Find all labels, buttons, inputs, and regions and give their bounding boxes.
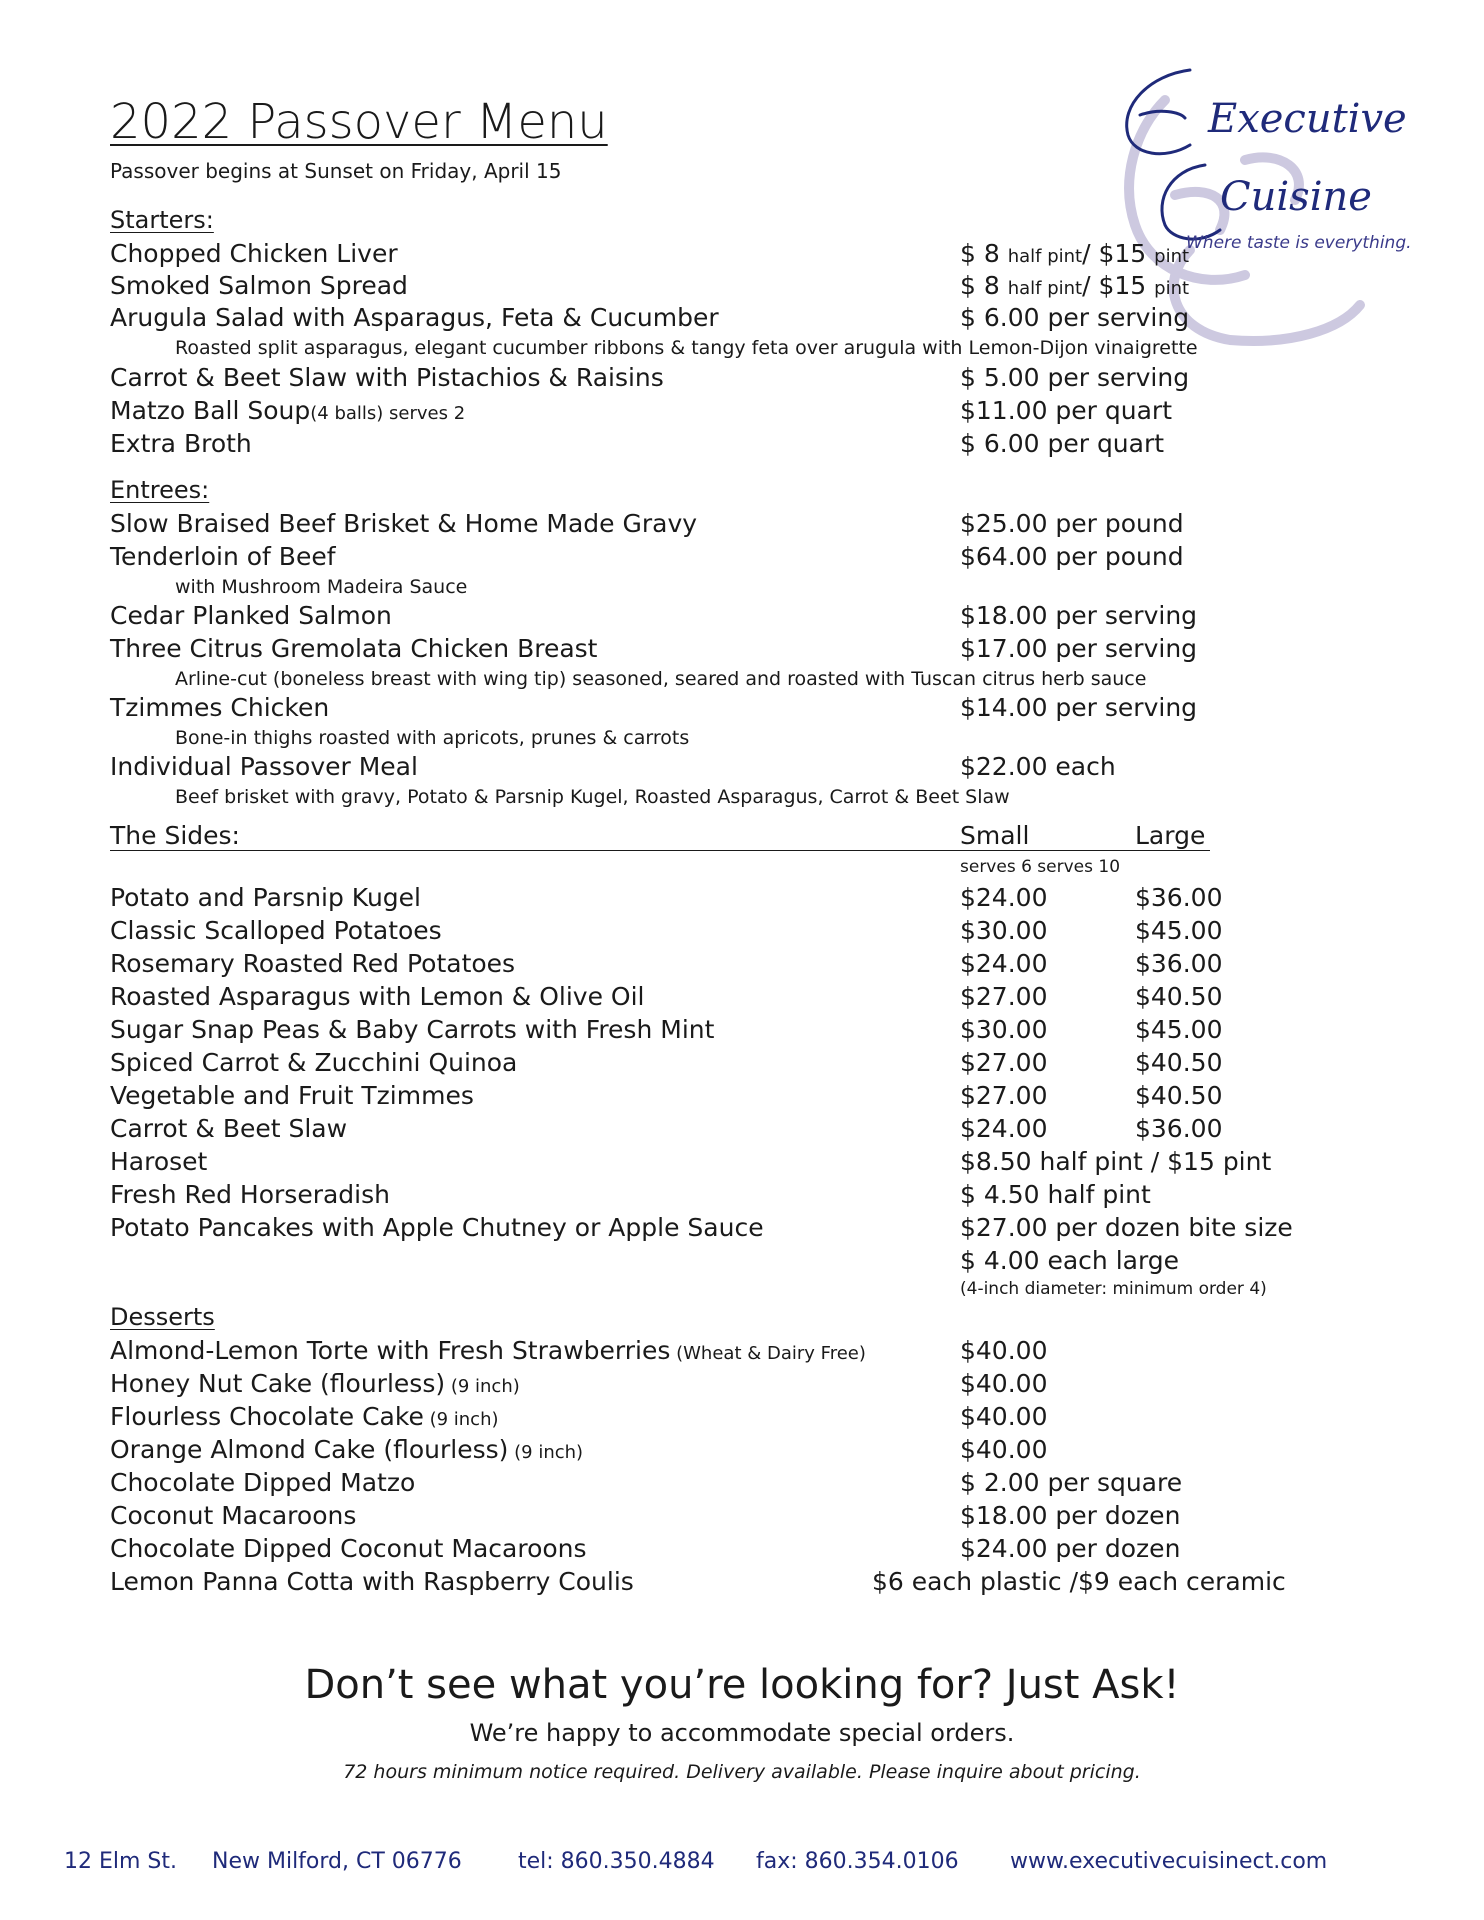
menu-item: [110, 882, 1360, 914]
logo-line2: Cuisine: [1220, 174, 1372, 220]
item-price: $ 8 half pint/ $15 pint: [960, 239, 1190, 268]
item-price-large: $40.50: [1135, 1048, 1223, 1077]
col-large-label: Large: [1135, 821, 1206, 850]
item-price-small: $24.00: [960, 949, 1048, 978]
item-name: Spiced Carrot & Zucchini Quinoa: [110, 1048, 518, 1077]
menu-item: [110, 1014, 1360, 1046]
item-name: Arugula Salad with Asparagus, Feta & Cucumber: [110, 303, 719, 332]
item-name: Tenderloin of Beef: [110, 542, 336, 571]
item-price-small: $30.00: [960, 916, 1048, 945]
item-name: Carrot & Beet Slaw with Pistachios & Raisins: [110, 363, 664, 392]
notice-text: 72 hours minimum notice required. Delivery available. Please inquire about pricing.: [343, 1761, 1141, 1783]
menu-item: [110, 1047, 1360, 1079]
sides-header: [110, 820, 1360, 852]
sides-divider: [110, 850, 1210, 851]
item-price: $ 5.00 per serving: [960, 363, 1190, 392]
item-price-large: $45.00: [1135, 1015, 1223, 1044]
serves-note: serves 6 serves 10: [960, 857, 1121, 877]
menu-item: [110, 428, 1360, 460]
menu-item: [110, 270, 1360, 302]
item-price: $6 each plastic /$9 each ceramic: [872, 1567, 1286, 1596]
item-price: $27.00 per dozen bite size: [960, 1213, 1293, 1242]
item-description: Bone-in thighs roasted with apricots, prunes & carrots: [175, 727, 690, 749]
menu-item-extra: [110, 1245, 1360, 1277]
item-price-large: $40.50: [1135, 1081, 1223, 1110]
item-price: $18.00 per dozen: [960, 1501, 1181, 1530]
menu-item: [110, 1335, 1360, 1367]
item-price: $ 2.00 per square: [960, 1468, 1183, 1497]
item-price: $ 4.00 each large: [960, 1246, 1180, 1275]
item-name: Rosemary Roasted Red Potatoes: [110, 949, 516, 978]
item-name: Smoked Salmon Spread: [110, 271, 408, 300]
just-ask-heading: Don’t see what you’re looking for? Just Ask!: [304, 1662, 1180, 1708]
item-price: $ 6.00 per quart: [960, 429, 1165, 458]
logo-line1: Executive: [1208, 96, 1407, 142]
entrees-heading: Entrees:: [110, 476, 210, 504]
item-price: $40.00: [960, 1435, 1048, 1464]
menu-item: [110, 238, 1360, 270]
menu-item: [110, 1401, 1360, 1433]
item-name: Flourless Chocolate Cake (9 inch): [110, 1402, 499, 1431]
item-name: Extra Broth: [110, 429, 252, 458]
footer-fax: fax: 860.354.0106: [756, 1849, 959, 1874]
page-subtitle: Passover begins at Sunset on Friday, April 15: [110, 159, 562, 183]
menu-item: [110, 600, 1360, 632]
item-name: Chopped Chicken Liver: [110, 239, 398, 268]
item-name: Vegetable and Fruit Tzimmes: [110, 1081, 474, 1110]
menu-item: [110, 915, 1360, 947]
menu-item: [110, 1080, 1360, 1112]
item-note: (4-inch diameter: minimum order 4): [960, 1279, 1267, 1299]
starters-heading: Starters:: [110, 206, 214, 234]
item-price: $14.00 per serving: [960, 693, 1198, 722]
menu-item: [110, 1146, 1360, 1178]
menu-item: [110, 362, 1360, 394]
logo-script: [1127, 70, 1220, 239]
menu-item: [110, 395, 1360, 427]
special-orders-text: We’re happy to accommodate special orders.: [469, 1719, 1015, 1747]
col-small-label: Small: [960, 821, 1030, 850]
item-price: $18.00 per serving: [960, 601, 1198, 630]
item-description: Arline-cut (boneless breast with wing tip) seasoned, seared and roasted with Tuscan citrus herb sauce: [175, 668, 1147, 690]
item-price-small: $24.00: [960, 1114, 1048, 1143]
item-price-small: $24.00: [960, 883, 1048, 912]
item-name: Carrot & Beet Slaw: [110, 1114, 348, 1143]
menu-item: [110, 1113, 1360, 1145]
item-name: Chocolate Dipped Matzo: [110, 1468, 416, 1497]
item-price: $11.00 per quart: [960, 396, 1173, 425]
menu-item: [110, 948, 1360, 980]
item-name: Orange Almond Cake (flourless) (9 inch): [110, 1435, 584, 1464]
item-price-large: $36.00: [1135, 1114, 1223, 1143]
item-price-large: $36.00: [1135, 883, 1223, 912]
item-description: Beef brisket with gravy, Potato & Parsnip Kugel, Roasted Asparagus, Carrot & Beet Slaw: [175, 786, 1010, 808]
menu-item: [110, 633, 1360, 665]
menu-item: [110, 981, 1360, 1013]
logo-tagline: Where taste is everything.: [1186, 233, 1412, 253]
item-name: Matzo Ball Soup(4 balls) serves 2: [110, 396, 466, 425]
item-name: Coconut Macaroons: [110, 1501, 357, 1530]
menu-item: [110, 1212, 1360, 1244]
sides-heading: The Sides:: [110, 821, 240, 850]
item-name: Tzimmes Chicken: [110, 693, 330, 722]
footer-tel: tel: 860.350.4884: [518, 1849, 715, 1874]
item-price: $24.00 per dozen: [960, 1534, 1181, 1563]
menu-item: [110, 692, 1360, 724]
item-price-small: $27.00: [960, 1081, 1048, 1110]
menu-item: [110, 1467, 1360, 1499]
footer-address: 12 Elm St.: [64, 1849, 178, 1874]
menu-item: [110, 1566, 1360, 1598]
item-price-small: $27.00: [960, 982, 1048, 1011]
menu-item: [110, 751, 1360, 783]
item-name: Three Citrus Gremolata Chicken Breast: [110, 634, 598, 663]
item-price: $ 8 half pint/ $15 pint: [960, 271, 1190, 300]
item-price: $40.00: [960, 1402, 1048, 1431]
menu-item: [110, 302, 1360, 334]
page-title: 2022 Passover Menu: [110, 94, 608, 150]
item-price: $64.00 per pound: [960, 542, 1184, 571]
item-price: $17.00 per serving: [960, 634, 1198, 663]
menu-item: [110, 1179, 1360, 1211]
menu-item: [110, 541, 1360, 573]
item-price: $8.50 half pint / $15 pint: [960, 1147, 1272, 1176]
menu-item: [110, 1368, 1360, 1400]
item-price: $22.00 each: [960, 752, 1116, 781]
menu-item: [110, 1434, 1360, 1466]
item-name: Sugar Snap Peas & Baby Carrots with Fresh Mint: [110, 1015, 715, 1044]
item-name: Potato and Parsnip Kugel: [110, 883, 421, 912]
item-description: Roasted split asparagus, elegant cucumber ribbons & tangy feta over arugula with Lemon-Dijon vinaigrette: [175, 337, 1198, 359]
item-price-large: $36.00: [1135, 949, 1223, 978]
desserts-heading: Desserts: [110, 1303, 215, 1331]
item-name: Lemon Panna Cotta with Raspberry Coulis: [110, 1567, 634, 1596]
item-price: $40.00: [960, 1336, 1048, 1365]
item-price-small: $30.00: [960, 1015, 1048, 1044]
item-name: Roasted Asparagus with Lemon & Olive Oil: [110, 982, 645, 1011]
item-name: Honey Nut Cake (flourless) (9 inch): [110, 1369, 520, 1398]
item-name: Fresh Red Horseradish: [110, 1180, 390, 1209]
footer-website-link[interactable]: www.executivecuisinect.com: [1010, 1849, 1328, 1874]
item-price: $40.00: [960, 1369, 1048, 1398]
item-name: Haroset: [110, 1147, 208, 1176]
item-price: $ 6.00 per serving: [960, 303, 1190, 332]
menu-item: [110, 1500, 1360, 1532]
item-price-large: $40.50: [1135, 982, 1223, 1011]
item-name: Potato Pancakes with Apple Chutney or Apple Sauce: [110, 1213, 764, 1242]
footer-city: New Milford, CT 06776: [212, 1849, 462, 1874]
item-price: $25.00 per pound: [960, 509, 1184, 538]
item-price-large: $45.00: [1135, 916, 1223, 945]
item-price: $ 4.50 half pint: [960, 1180, 1151, 1209]
item-price-small: $27.00: [960, 1048, 1048, 1077]
menu-item: [110, 1533, 1360, 1565]
menu-item: [110, 508, 1360, 540]
item-name: Slow Braised Beef Brisket & Home Made Gravy: [110, 509, 698, 538]
item-name: Chocolate Dipped Coconut Macaroons: [110, 1534, 587, 1563]
item-name: Classic Scalloped Potatoes: [110, 916, 442, 945]
item-description: with Mushroom Madeira Sauce: [175, 576, 468, 598]
item-name: Cedar Planked Salmon: [110, 601, 392, 630]
item-name: Individual Passover Meal: [110, 752, 418, 781]
item-name: Almond-Lemon Torte with Fresh Strawberries (Wheat & Dairy Free): [110, 1336, 866, 1365]
